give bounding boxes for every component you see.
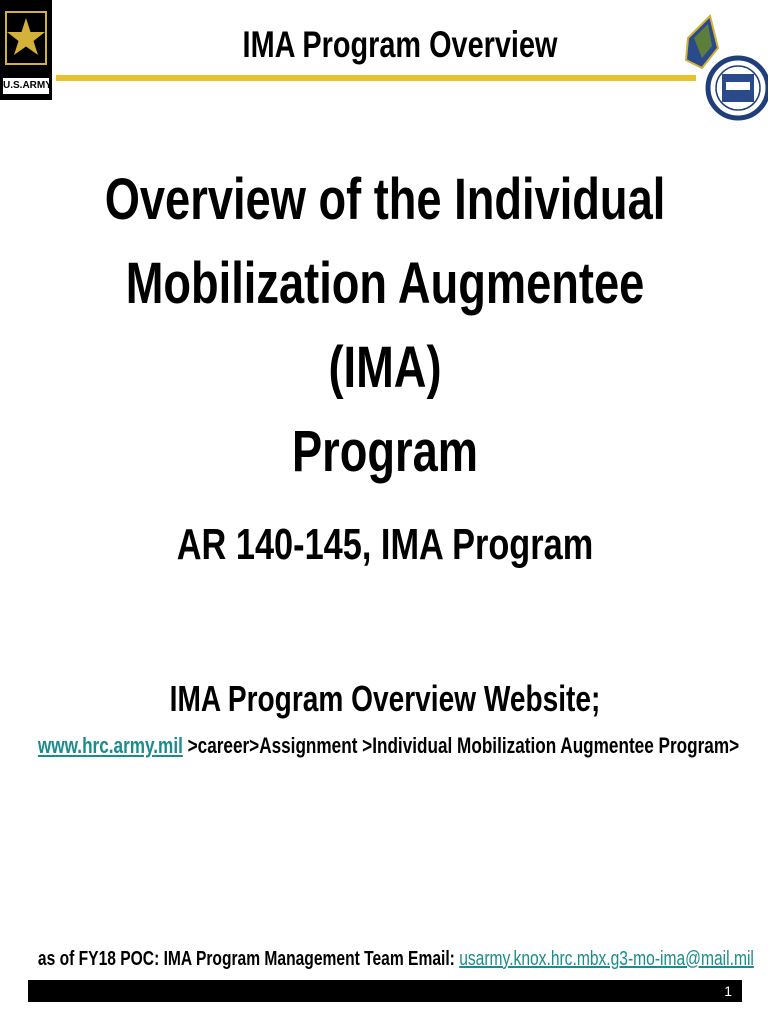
main-title-line-3: Program xyxy=(291,419,479,484)
footer-poc-label: as of FY18 POC: IMA Program Management Team Email: xyxy=(37,948,460,970)
main-title-line-2: Mobilization Augmentee (IMA) xyxy=(125,251,645,400)
footer-poc xyxy=(37,948,754,971)
army-star-icon xyxy=(4,4,48,74)
hrc-website-link[interactable]: www.hrc.army.mil xyxy=(37,733,183,758)
website-heading: IMA Program Overview Website; xyxy=(169,678,601,719)
army-logo xyxy=(0,0,52,100)
footer-bar xyxy=(28,980,742,1002)
website-path: >career>Assignment >Individual Mobilization Augmentee Program> xyxy=(182,733,740,758)
header-title: IMA Program Overview xyxy=(242,24,558,65)
website-path-line xyxy=(37,733,740,759)
poc-email-link[interactable]: usarmy.knox.hrc.mbx.g3-mo-ima@mail.mil xyxy=(459,948,754,970)
regulation-subtitle: AR 140-145, IMA Program xyxy=(176,520,594,569)
page-number: 1 xyxy=(724,983,732,999)
main-title xyxy=(100,158,669,494)
main-title-line-1: Overview of the Individual xyxy=(104,167,666,232)
hrc-seal-icon xyxy=(680,8,768,128)
header-divider xyxy=(56,75,696,81)
army-wordmark: U.S.ARMY xyxy=(3,78,49,94)
